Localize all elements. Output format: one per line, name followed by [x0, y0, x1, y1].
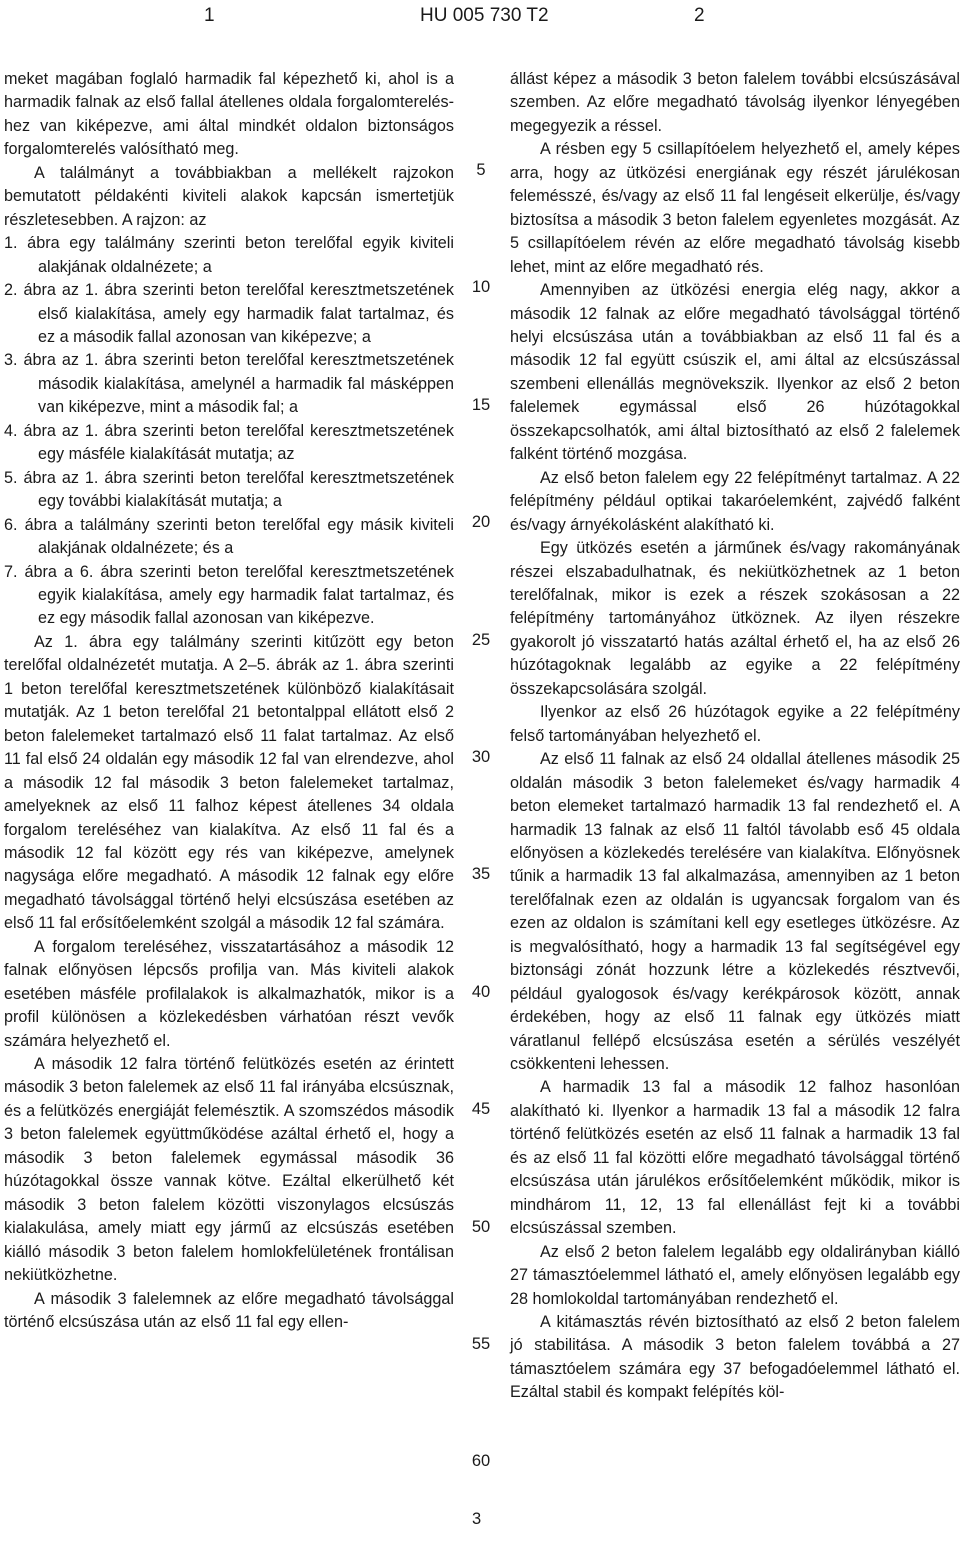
figure-list-item: 5. ábra az 1. ábra szerinti beton terelőfal keresztmetszetének egy további kialakítását mutatja; a — [4, 468, 454, 511]
paragraph: A második 12 falra történő felütközés esetén az érintett második 3 beton falelemek az első 11 fal irányába elcsúsznak, és a felütközés energiáját felemésztik. A szomszédos második 3 beton falelemek együttműködése azáltal érhető el, hogy a második 3 beton falelemek egymással második 36 húzótagokkal össze vannak kötve. Ezáltal elkerülhető két második 3 beton falelem közötti viszonylagos elcsúszás kialakulása, amely miatt egy jármű az elcsúszás esetében kiálló második 3 beton falelem homlokfelületének frontálisan nekiütközhetne. — [4, 1055, 454, 1285]
paragraph: Egy ütközés esetén a járműnek és/vagy rakományának részei elszabadulhatnak, és nekiütközhetnek az 1 beton terelőfalnak, mikor is ezek a részek szokásosan a 22 felépítmény tartományához ütköznek. Az ilyen részekre gyakorolt jó visszatartó hatás azáltal érhető el, ha az első 26 húzótagoknak legalább az egyike a 22 felépítmény összekapcsolására szolgál. — [510, 539, 960, 698]
figure-list-item: 3. ábra az 1. ábra szerinti beton terelőfal keresztmetszetének második kialakítása, amelynél a harmadik fal másképpen van kiképezve, mint a második fal; a — [4, 351, 454, 417]
paragraph: A harmadik 13 fal a második 12 falhoz hasonlóan alakítható ki. Ilyenkor a harmadik 13 fal a második 12 falra történő felütközés esetén az első 11 falnak a harmadik 13 fal és az első 11 fal közötti előre megadható távolsággal történő elcsúszása után járulékos erősítőelemként működik, mikor is mindhárom 11, 12, 13 fal ellenállást fejt ki a további elcsúszással szemben. — [510, 1078, 960, 1238]
line-number: 5 — [476, 161, 486, 179]
figure-list-item: 1. ábra egy találmány szerinti beton terelőfal egyik kiviteli alakjának oldalnézete; a — [4, 234, 454, 276]
page-number: 3 — [472, 1510, 482, 1528]
paragraph: Az első beton falelem egy 22 felépítményt tartalmaz. A 22 felépítmény például optikai takaróelemként, zajvédő falként és/vagy árnyékolásként alakítható ki. — [510, 468, 960, 534]
line-number: 35 — [471, 865, 491, 884]
paragraph: állást képez a második 3 beton falelem további elcsúszásával szemben. Az előre megadható távolság ilyenkor lényegében megegyezik a réssel. — [510, 70, 960, 135]
right-text-column — [510, 68, 960, 1405]
paragraph: Az 1. ábra egy találmány szerinti kitűzött egy beton terelőfal oldalnézetét mutatja. A 2–5. ábrák az 1. ábra szerinti 1 beton terelőfal keresztmetszetének különböző kialakításait mutatják. Az 1 beton terelőfal 21 betontalppal ellátott első 2 beton falelemeket tartalmazó első 11 falat tartalmaz. Az első 11 fal első 24 oldalán egy második 12 fal van elrendezve, ahol a második 12 fal második 3 beton falelemeket tartalmaz, amelyeknek az első 11 falhoz képest átellenes 34 oldala forgalom tereléséhez van kialakítva. Az első 11 fal és a második 12 fal között egy rés van kiképezve, amelynek nagysága előre megadható. A második 12 falnak egy előre megadható távolsággal történő helyi elcsúszása esetében az első 11 fal erősítőelemként szolgál a második 12 fal számára. — [4, 632, 454, 933]
paragraph: Amennyiben az ütközési energia elég nagy, akkor a második 12 falnak az előre megadható távolsággal történő helyi elcsúszása után a továbbiakban az első 11 fal és a második 12 fal együtt csúszik el, ami által az elcsúszással szembeni ellenállás megnövekszik. Ilyenkor az első 2 beton falelemek egymással első 26 húzótagokkal összekapcsolhatók, ami által biztosítható az első 2 falelemek falként történő mozgása. — [510, 281, 960, 464]
line-number: 55 — [471, 1335, 491, 1353]
line-number: 50 — [471, 1217, 491, 1236]
left-text-column — [4, 68, 454, 1334]
paragraph: A forgalom tereléséhez, visszatartásához a második 12 falnak előnyösen lépcsős profilja van. Más kiviteli alakok esetében másféle profilalakok is alkalmazhatók, mikor is a profil különösen a közlekedésben várhatóan részt vevők számára helyezhető el. — [4, 937, 454, 1050]
paragraph: A találmányt a továbbiakban a mellékelt rajzokon bemutatott példakénti kiviteli alakok kapcsán ismertetjük részletesebben. A rajzon: az — [4, 163, 454, 229]
paragraph: Ilyenkor az első 26 húzótagok egyike a 22 felépítmény felső tartományában helyezhető el. — [510, 703, 960, 745]
line-number: 40 — [471, 982, 491, 1001]
paragraph: A kitámasztás révén biztosítható az első 2 beton falelem jó stabilitása. A második 3 beton falelem továbbá a 27 támasztóelem számára egy 37 befogadóelemmel látható el. Ezáltal stabil és kompakt felépítés köl- — [510, 1313, 960, 1402]
line-number: 30 — [471, 748, 491, 766]
line-number: 25 — [471, 630, 491, 649]
line-number: 60 — [471, 1452, 491, 1471]
figure-list-item: 4. ábra az 1. ábra szerinti beton terelőfal keresztmetszetének egy másféle kialakítását mutatja; az — [4, 421, 454, 464]
paragraph: meket magában foglaló harmadik fal képezhető ki, ahol is a harmadik falnak az első fallal átellenes oldala forgalomtereléshez van kiképezve, ami által mindkét oldalon biztonságos forgalomterelés valósítható meg. — [4, 70, 454, 159]
paragraph: Az első 2 beton falelem legalább egy oldalirányban kiálló 27 támasztóelemmel látható el, amely előnyösen legalább egy 28 homlokoldal tartományában rendezhető el. — [510, 1242, 960, 1308]
paragraph: A második 3 falelemnek az előre megadható távolsággal történő elcsúszása után az első 11 fal egy ellen- — [4, 1289, 454, 1332]
figure-list-item: 6. ábra a találmány szerinti beton terelőfal egy másik kiviteli alakjának oldalnézete; és a — [4, 515, 454, 558]
line-number: 15 — [471, 395, 491, 414]
line-number: 45 — [471, 1100, 491, 1119]
header-column-left-number: 1 — [204, 5, 215, 26]
header-patent-number: HU 005 730 T2 — [420, 5, 549, 26]
figure-list-item: 2. ábra az 1. ábra szerinti beton terelőfal keresztmetszetének első kialakítása, amely egy harmadik falat tartalmaz, és ez a második fallal azonosan van kiképezve; a — [4, 281, 454, 346]
paragraph: A résben egy 5 csillapítóelem helyezhető el, amely képes arra, hogy az ütközési energiának egy részét járulékosan felemésszé, és/vagy az első 11 fal lengéseit elkerülje, és/vagy biztosítsa a második 3 beton falelem egyenletes mozgását. Az 5 csillapítóelem révén az előre megadható távolság kisebb lehet, mint az előre megadható rés. — [510, 140, 960, 276]
header-column-right-number: 2 — [694, 5, 705, 26]
figure-list-item: 7. ábra a 6. ábra szerinti beton terelőfal keresztmetszetének egyik kialakítása, amely egy harmadik falat tartalmaz, és ez egy második fallal azonosan van kiképezve. — [4, 562, 454, 628]
line-number: 10 — [471, 278, 491, 297]
line-number: 20 — [471, 513, 491, 532]
paragraph: Az első 11 falnak az első 24 oldallal átellenes második 25 oldalán második 3 beton falelemeket és/vagy harmadik 4 beton elemeket tartalmazó harmadik 13 fal rendezhető el. A harmadik 13 falnak az első 11 faltól távolabb eső 45 oldala előnyösen a közlekedés terelésére van kialakítva. Előnyösnek tűnik a harmadik 13 fal alkalmazása, amennyiben az 1 beton terelőfalnak ezen az oldalán is ugyancsak forgalom van és ezen az oldalon is számítani kell egy esetleges ütközésre. Az is megvalósítható, hogy a harmadik 13 fal segítségével egy biztonsági zónát hozzunk létre a közlekedés résztvevői, például gyalogosok és/vagy kerékpárosok között, annak érdekében, hogy az első 11 falnak egy ütközés miatt váratlanul fellépő elcsúszása esetén a sérülés veszélyét csökkenteni lehessen. — [510, 750, 960, 1074]
